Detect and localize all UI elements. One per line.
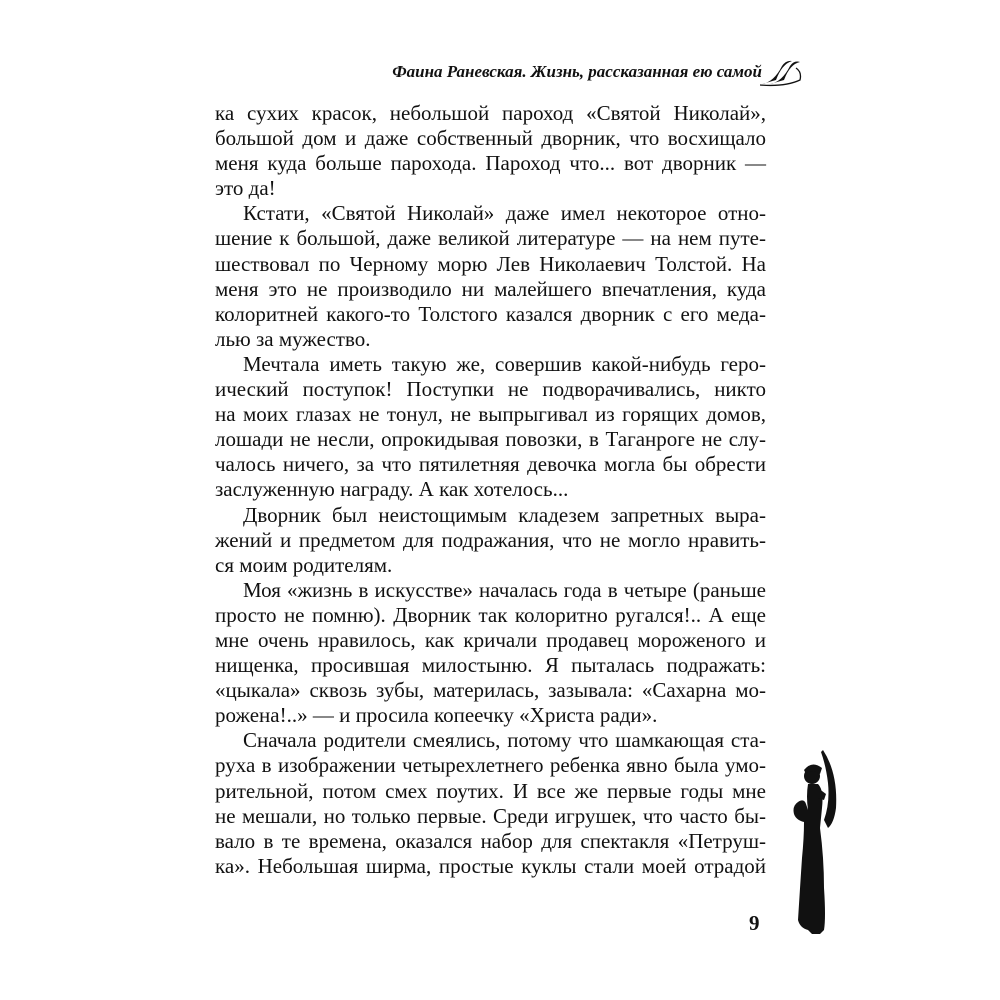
text-line: Дворник был неистощимым кладезем запретных выра- <box>243 502 766 527</box>
text-line: Кстати, «Святой Николай» даже имел некоторое отно- <box>243 201 766 226</box>
text-line: колоритней какого-то Толстого казался дворник с его меда- <box>215 301 766 326</box>
woman-with-umbrella-silhouette-icon <box>790 748 840 938</box>
text-line: меня это не производило ни малейшего впечатления, куда <box>215 276 766 301</box>
page-number: 9 <box>749 911 760 935</box>
body-text <box>215 101 766 879</box>
text-line: жений и предметом для подражания, что не могло нравить- <box>215 527 766 552</box>
text-line: вало в те времена, оказался набор для спектакля «Петруш- <box>215 828 766 853</box>
text-line: не мешали, но только первые. Среди игрушек, что часто бы- <box>215 803 766 828</box>
flourish-ornament-icon <box>760 58 802 88</box>
text-line: нищенка, просившая милостыню. Я пыталась подражать: <box>215 653 766 678</box>
text-line: лью за мужество. <box>215 326 371 351</box>
text-line: руха в изображении четырехлетнего ребенка явно была умо- <box>215 753 766 778</box>
text-line: ка». Небольшая ширма, простые куклы стали моей отрадой <box>215 853 766 878</box>
text-line: мне очень нравилось, как кричали продавец мороженого и <box>215 627 766 652</box>
text-line: шение к большой, даже великой литературе — на нем путе- <box>215 226 766 251</box>
text-line: шествовал по Черному морю Лев Николаевич Толстой. На <box>215 251 766 276</box>
text-line: лошади не несли, опрокидывая повозки, в Таганроге не слу- <box>215 427 766 452</box>
text-line: на моих глазах не тонул, не выпрыгивал из горящих домов, <box>215 402 766 427</box>
text-line: меня куда больше парохода. Пароход что... вот дворник — <box>215 151 766 176</box>
text-line: это да! <box>215 176 276 201</box>
text-line: Мечтала иметь такую же, совершив какой-нибудь геро- <box>243 351 766 376</box>
text-line: чалось ничего, за что пятилетняя девочка могла бы обрести <box>215 452 766 477</box>
text-line: заслуженную награду. А как хотелось... <box>215 477 569 502</box>
text-line: Моя «жизнь в искусстве» началась года в четыре (раньше <box>243 577 766 602</box>
text-line: просто не помню). Дворник так колоритно ругался!.. А еще <box>215 602 766 627</box>
text-line: «цыкала» сквозь зубы, материлась, зазывала: «Сахарна мо- <box>215 678 766 703</box>
text-line: ся моим родителям. <box>215 552 393 577</box>
text-line: большой дом и даже собственный дворник, что восхищало <box>215 126 766 151</box>
text-line: ический поступок! Поступки не подворачивались, никто <box>215 377 766 402</box>
text-line: рительной, потом смех поутих. И все же первые годы мне <box>215 778 766 803</box>
text-line: Сначала родители смеялись, потому что шамкающая ста- <box>243 728 766 753</box>
text-line: ка сухих красок, небольшой пароход «Святой Николай», <box>215 101 766 125</box>
running-header: Фаина Раневская. Жизнь, рассказанная ею самой <box>392 62 762 81</box>
text-line: рожена!..» — и просила копеечку «Христа ради». <box>215 703 658 728</box>
